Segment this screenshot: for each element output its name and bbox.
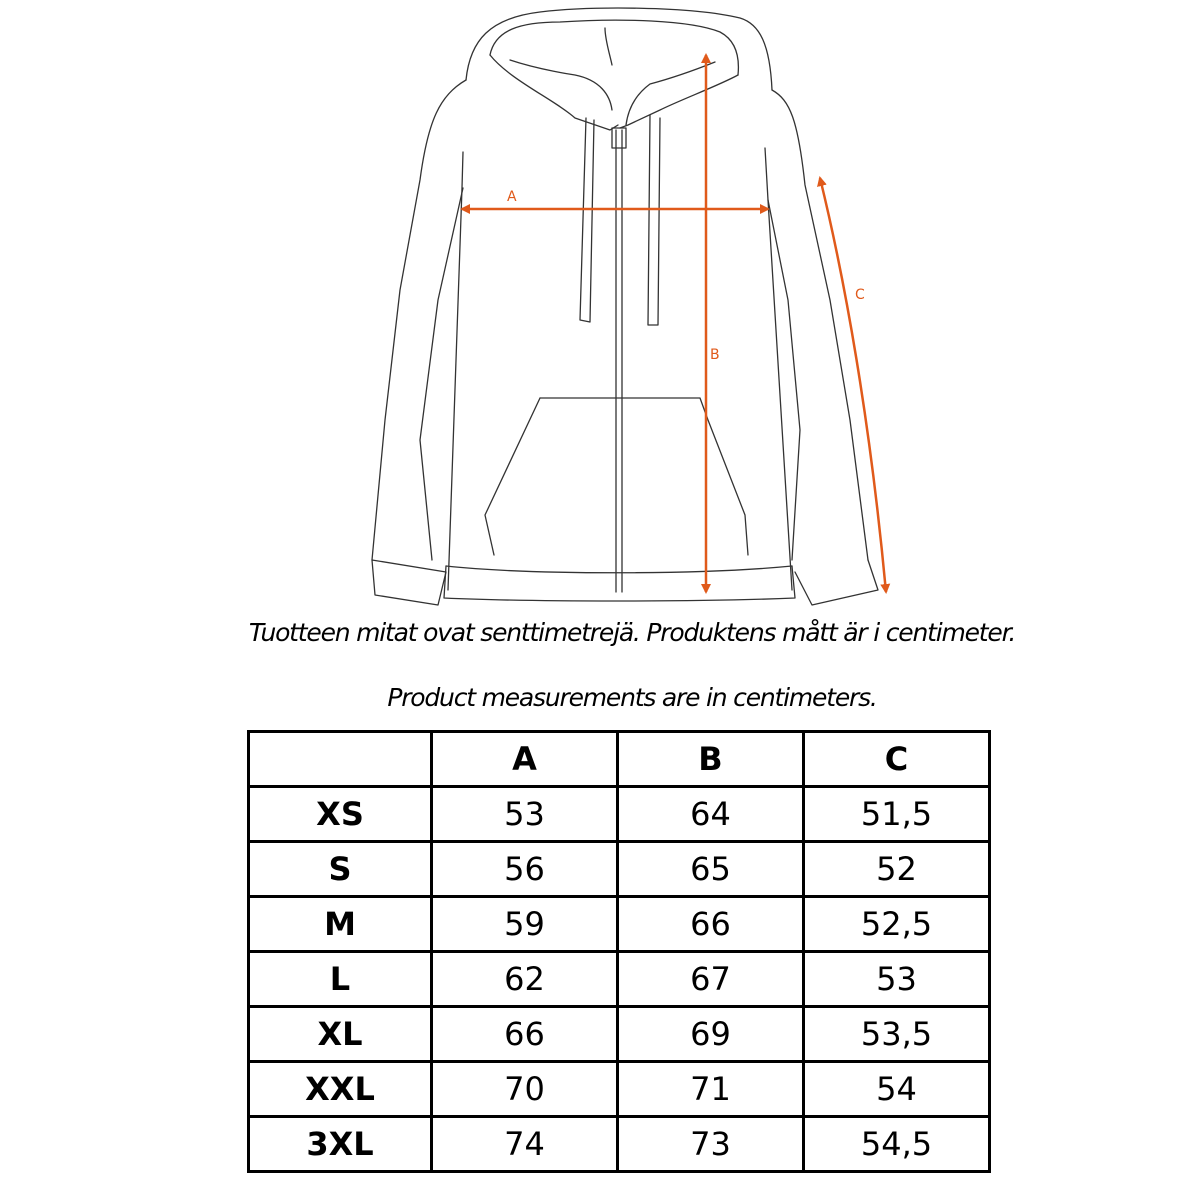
value-cell-a: 66 — [432, 1007, 618, 1062]
value-cell-c: 53,5 — [804, 1007, 990, 1062]
size-cell: L — [249, 952, 432, 1007]
value-cell-c: 53 — [804, 952, 990, 1007]
table-row — [249, 1062, 990, 1117]
header-cell-c: C — [804, 732, 990, 787]
table-row — [249, 952, 990, 1007]
hoodie-outline — [372, 8, 878, 605]
units-caption-en: Product measurements are in centimeters. — [387, 683, 877, 712]
value-cell-b: 69 — [618, 1007, 804, 1062]
value-cell-a: 62 — [432, 952, 618, 1007]
value-cell-c: 52,5 — [804, 897, 990, 952]
size-cell: M — [249, 897, 432, 952]
size-cell: 3XL — [249, 1117, 432, 1172]
table-row — [249, 897, 990, 952]
table-row — [249, 1007, 990, 1062]
table-header-row — [249, 732, 990, 787]
value-cell-c: 52 — [804, 842, 990, 897]
value-cell-b: 64 — [618, 787, 804, 842]
size-cell: XL — [249, 1007, 432, 1062]
table-row — [249, 842, 990, 897]
value-cell-b: 67 — [618, 952, 804, 1007]
size-cell: XS — [249, 787, 432, 842]
size-cell: XXL — [249, 1062, 432, 1117]
header-cell-empty — [249, 732, 432, 787]
value-cell-a: 56 — [432, 842, 618, 897]
measure-c-label: C — [855, 287, 865, 303]
table-row — [249, 1117, 990, 1172]
header-cell-b: B — [618, 732, 804, 787]
size-cell: S — [249, 842, 432, 897]
units-caption-fi-sv: Tuotteen mitat ovat senttimetrejä. Produktens mått är i centimeter. — [248, 618, 1016, 647]
value-cell-c: 54,5 — [804, 1117, 990, 1172]
measure-a-label: A — [507, 189, 517, 205]
value-cell-b: 71 — [618, 1062, 804, 1117]
value-cell-b: 66 — [618, 897, 804, 952]
value-cell-a: 70 — [432, 1062, 618, 1117]
value-cell-a: 74 — [432, 1117, 618, 1172]
header-cell-a: A — [432, 732, 618, 787]
value-cell-c: 51,5 — [804, 787, 990, 842]
measure-c-arrow — [820, 178, 886, 592]
value-cell-b: 73 — [618, 1117, 804, 1172]
value-cell-a: 53 — [432, 787, 618, 842]
value-cell-a: 59 — [432, 897, 618, 952]
measurement-arrows — [462, 55, 886, 592]
size-chart-table — [247, 730, 991, 1173]
table-row — [249, 787, 990, 842]
value-cell-b: 65 — [618, 842, 804, 897]
value-cell-c: 54 — [804, 1062, 990, 1117]
measure-b-label: B — [710, 347, 720, 363]
